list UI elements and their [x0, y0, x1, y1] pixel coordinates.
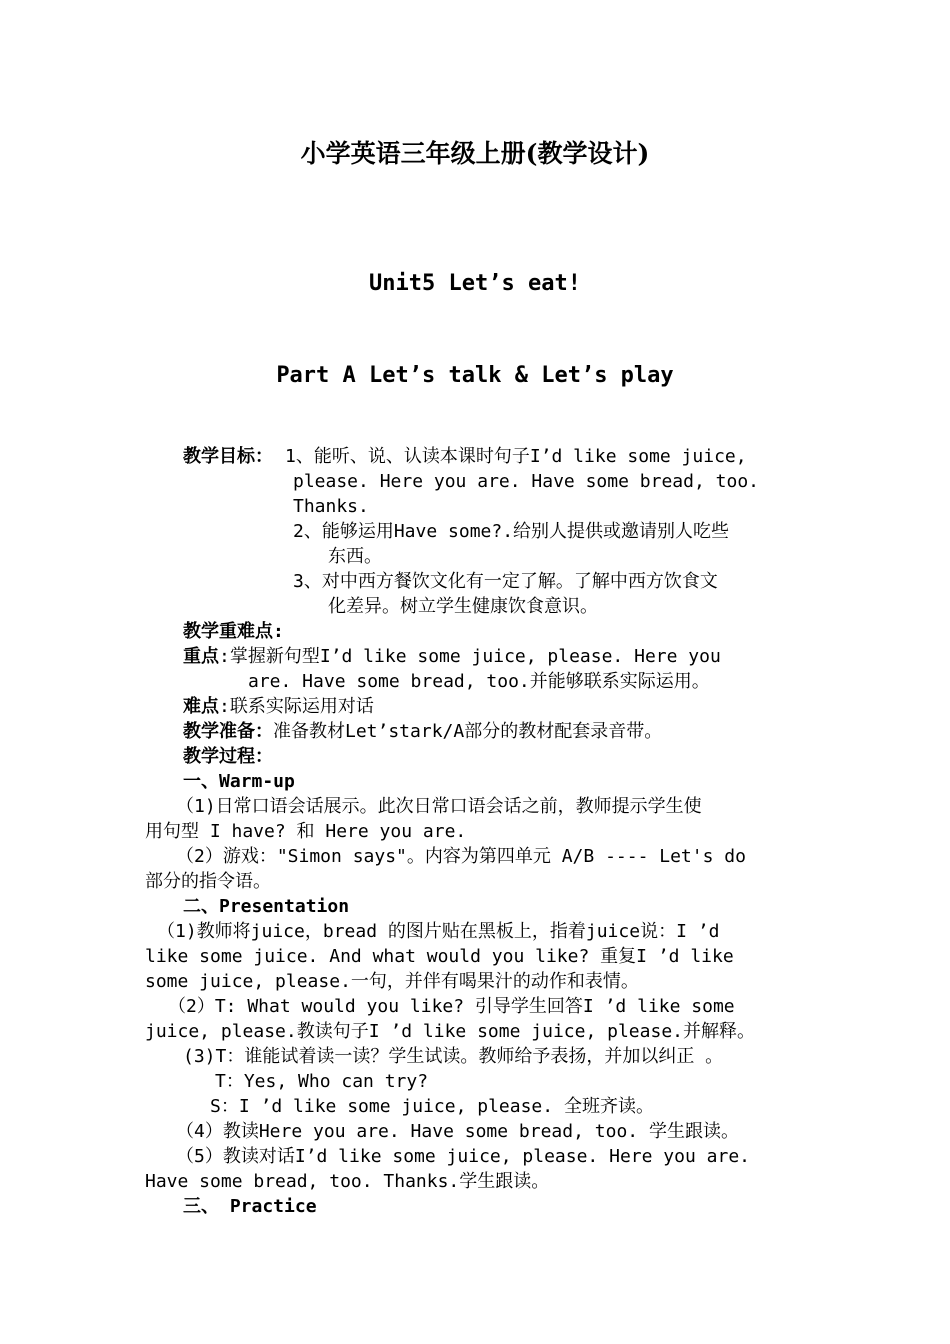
difficulty-text: :联系实际运用对话	[219, 696, 374, 717]
practice-heading: 三、 Practice	[183, 1196, 317, 1217]
objective-1-line-3: Thanks.	[293, 496, 369, 517]
focus-line-1	[183, 644, 721, 669]
presentation-1-line-3: some juice, please.一句，并伴有喝果汁的动作和表情。	[145, 971, 639, 992]
focus-line-2: are. Have some bread, too.并能够联系实际运用。	[248, 671, 710, 692]
objective-2-line-1: 2、能够运用Have some?.给别人提供或邀请别人吃些	[293, 521, 730, 542]
preparation-line	[183, 719, 662, 744]
warmup-1-line-2: 用句型 I have? 和 Here you are.	[145, 821, 467, 842]
presentation-1-line-1: （1)教师将juice，bread 的图片贴在黑板上，指着juice说：I ’d	[157, 921, 720, 942]
process-heading: 教学过程：	[183, 746, 273, 767]
warmup-2-line-1: （2）游戏："Simon says"。内容为第四单元 A/B ---- Let's do	[176, 846, 746, 867]
objective-1-line-2: please. Here you are. Have some bread, too.	[293, 471, 759, 492]
warmup-1-line-1: （1)日常口语会话展示。此次日常口语会话之前，教师提示学生使	[176, 796, 702, 817]
part-heading: Part A Let’s talk & Let’s play	[276, 363, 674, 388]
objectives-label: 教学目标：	[183, 446, 273, 467]
keypoints-heading: 教学重难点:	[183, 621, 284, 642]
focus-text: :掌握新句型I’d like some juice, please. Here you	[219, 646, 721, 667]
difficulty-line	[183, 694, 374, 719]
presentation-1-line-2: like some juice. And what would you like? 重复I ’d like	[145, 946, 734, 967]
presentation-4-line: （4）教读Here you are. Have some bread, too. 学生跟读。	[176, 1121, 739, 1142]
presentation-5-line-2: Have some bread, too. Thanks.学生跟读。	[145, 1171, 550, 1192]
presentation-3-line-2: T：Yes, Who can try?	[215, 1071, 429, 1092]
presentation-2-line-1: （2）T: What would you like? 引导学生回答I ’d like some	[168, 996, 735, 1017]
presentation-heading: 二、Presentation	[183, 896, 350, 917]
preparation-label: 教学准备：	[183, 721, 273, 742]
preparation-text: 准备教材Let’stark/A部分的教材配套录音带。	[273, 721, 663, 742]
objective-3-line-2: 化差异。树立学生健康饮食意识。	[328, 596, 598, 617]
presentation-3-line-1: (3)T：谁能试着读一读？学生试读。教师给予表扬，并加以纠正 。	[183, 1046, 724, 1067]
difficulty-label: 难点	[183, 696, 219, 717]
warmup-heading: 一、Warm-up	[183, 771, 295, 792]
document-title: 小学英语三年级上册(教学设计)	[300, 139, 650, 168]
warmup-2-line-2: 部分的指令语。	[145, 871, 271, 892]
presentation-3-line-3: S：I ’d like some juice, please. 全班齐读。	[210, 1096, 654, 1117]
objective-1-line-1: 1、能听、说、认读本课时句子I’d like some juice,	[285, 446, 747, 467]
objective-2-line-2: 东西。	[328, 546, 382, 567]
objective-3-line-1: 3、对中西方餐饮文化有一定了解。了解中西方饮食文	[293, 571, 718, 592]
presentation-2-line-2: juice, please.教读句子I ’d like some juice, please.并解释。	[145, 1021, 755, 1042]
unit-heading: Unit5 Let’s eat!	[369, 271, 581, 296]
presentation-5-line-1: （5）教读对话I’d like some juice, please. Here you are.	[176, 1146, 750, 1167]
focus-label: 重点	[183, 646, 219, 667]
